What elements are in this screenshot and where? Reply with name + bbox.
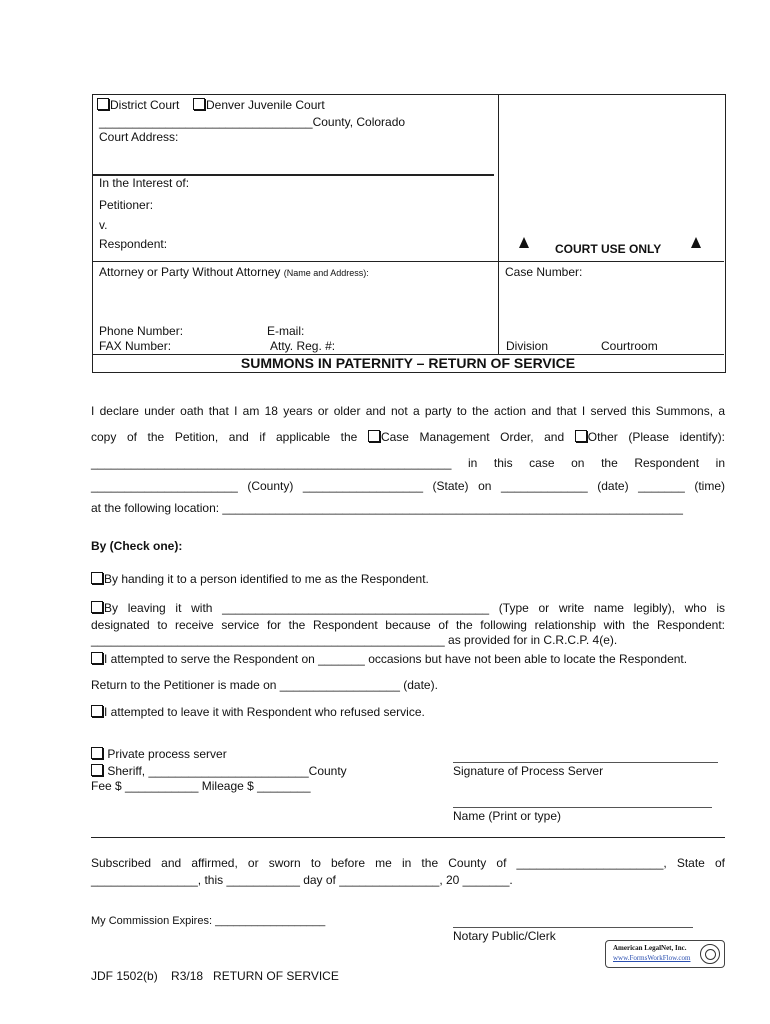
fax-label: FAX Number: xyxy=(99,339,172,353)
logo-name: American LegalNet, Inc. xyxy=(613,944,687,952)
courtroom-label: Courtroom xyxy=(601,339,658,353)
declaration-line-2 xyxy=(91,430,725,444)
atty-reg-label: Atty. Reg. #: xyxy=(270,339,336,353)
email-label: E-mail: xyxy=(267,324,305,338)
declaration-line-5: at the following location: _____________________________________________________________________ xyxy=(91,501,683,515)
caption-divider xyxy=(498,94,499,354)
versus-label: v. xyxy=(99,218,108,232)
checkbox-icon[interactable] xyxy=(97,98,109,110)
signature-line[interactable] xyxy=(453,762,718,763)
declaration-line-3b: in this case on the Respondent in xyxy=(467,456,725,470)
notary-label: Notary Public/Clerk xyxy=(453,929,556,943)
footer-form-id: JDF 1502(b) R3/18 RETURN OF SERVICE xyxy=(91,969,339,983)
option-handing-label: By handing it to a person identified to me as the Respondent. xyxy=(104,572,429,586)
checkbox-icon[interactable] xyxy=(368,430,380,442)
court-address-label: Court Address: xyxy=(99,130,179,144)
case-management-option: Case Management Order, and xyxy=(380,430,565,444)
name-label: Name (Print or type) xyxy=(453,809,562,823)
checkbox-icon[interactable] xyxy=(91,747,103,759)
checkbox-icon[interactable] xyxy=(91,705,103,717)
checkbox-icon[interactable] xyxy=(193,98,205,110)
petitioner-label: Petitioner: xyxy=(99,198,154,212)
return-date-line: Return to the Petitioner is made on __________________ (date). xyxy=(91,678,438,692)
commission-line: My Commission Expires: __________________ xyxy=(91,915,326,927)
name-line[interactable] xyxy=(453,807,712,808)
section-divider xyxy=(91,837,725,838)
declaration-line-4: ______________________ (County) __________________ (State) on _____________ (date) _______ (time) xyxy=(91,479,725,493)
checkbox-icon[interactable] xyxy=(91,572,103,584)
phone-label: Phone Number: xyxy=(99,324,184,338)
declaration-line-2a: copy of the Petition, and if applicable the xyxy=(91,430,358,444)
option-leaving-line-2: designated to receive service for the Respondent because of the following relationship with the Respondent: xyxy=(91,618,725,632)
case-number-label: Case Number: xyxy=(505,265,583,279)
fee-line: Fee $ ___________ Mileage $ ________ xyxy=(91,779,311,793)
court-option-district-label: District Court xyxy=(110,98,180,112)
court-option-denver-label: Denver Juvenile Court xyxy=(206,98,325,112)
division-label: Division xyxy=(506,339,549,353)
option-attempted-label: I attempted to serve the Respondent on _______ occasions but have not been able to locate the Respondent. xyxy=(104,652,688,666)
other-option: Other (Please identify): xyxy=(587,430,726,444)
checkbox-icon[interactable] xyxy=(91,601,103,613)
option-refused[interactable] xyxy=(91,705,425,719)
seal-icon xyxy=(700,944,720,964)
sheriff-option[interactable] xyxy=(91,764,347,778)
logo-url[interactable]: www.FormsWorkFlow.com xyxy=(613,954,691,962)
sheriff-label: Sheriff, ________________________County xyxy=(107,764,347,778)
court-use-triangle-left-icon xyxy=(519,237,529,251)
attorney-label-text: Attorney or Party Without Attorney xyxy=(99,265,281,279)
check-one-heading: By (Check one): xyxy=(91,539,183,553)
caption-box xyxy=(92,94,726,373)
option-leaving[interactable] xyxy=(91,601,725,615)
party-rule xyxy=(92,261,724,262)
form-title: SUMMONS IN PATERNITY – RETURN OF SERVICE xyxy=(240,355,576,371)
respondent-label: Respondent: xyxy=(99,237,168,251)
court-use-triangle-right-icon xyxy=(691,237,701,251)
option-refused-label: I attempted to leave it with Respondent who refused service. xyxy=(104,705,425,719)
signature-label: Signature of Process Server xyxy=(453,764,604,778)
notary-signature-line[interactable] xyxy=(453,927,693,928)
checkbox-icon[interactable] xyxy=(91,652,103,664)
private-server-label: Private process server xyxy=(107,747,227,761)
county-line: ________________________________County, Colorado xyxy=(99,115,406,129)
court-option-denver[interactable] xyxy=(193,98,325,112)
notary-line-1: Subscribed and affirmed, or sworn to before me in the County of ______________________, State of xyxy=(91,856,725,870)
declaration-line-1: I declare under oath that I am 18 years or older and not a party to the action and that I served this Summons, a xyxy=(91,404,725,418)
notary-line-2: ________________, this ___________ day of _______________, 20 _______. xyxy=(91,873,513,887)
legalnet-logo xyxy=(605,940,725,968)
option-leaving-line-3: _____________________________________________________ as provided for in C.R.C.P. 4(e). xyxy=(91,633,618,647)
option-attempted[interactable] xyxy=(91,652,687,666)
attorney-sub-label: (Name and Address): xyxy=(283,268,369,278)
interest-of-label: In the Interest of: xyxy=(99,176,190,190)
court-use-only-label: COURT USE ONLY xyxy=(555,242,662,256)
declaration-blank[interactable]: ______________________________________________________ xyxy=(91,456,452,470)
court-option-district[interactable] xyxy=(97,98,179,112)
option-handing[interactable] xyxy=(91,572,429,586)
checkbox-icon[interactable] xyxy=(575,430,587,442)
checkbox-icon[interactable] xyxy=(91,764,103,776)
declaration-line-3 xyxy=(91,456,725,470)
private-server-option[interactable] xyxy=(91,747,227,761)
attorney-label xyxy=(99,265,369,279)
option-leaving-label: By leaving it with ________________________________________ (Type or write name legibly), who is xyxy=(104,601,725,615)
